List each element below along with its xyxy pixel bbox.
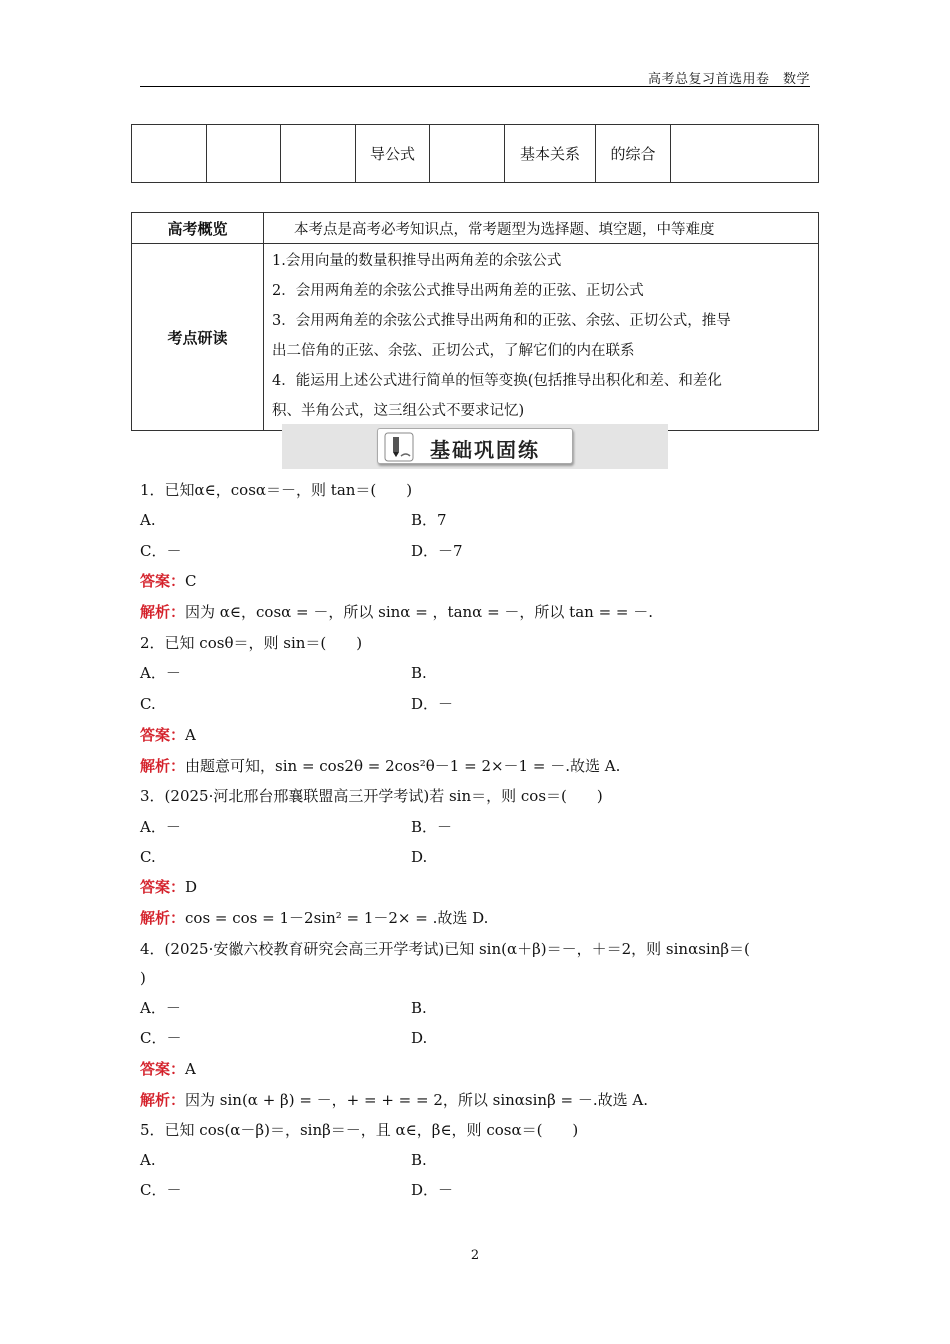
answer-value: A — [185, 726, 196, 744]
analysis-line — [140, 756, 620, 776]
pencil-icon — [384, 432, 414, 462]
top-table-cell: 的综合 — [595, 125, 670, 183]
study-point: 3．会用两角差的余弦公式推导出两角和的正弦、余弦、正切公式，推导 — [272, 313, 731, 329]
analysis-line — [140, 908, 488, 928]
answer-value: C — [185, 572, 197, 590]
question-stem: 5．已知 cos(α－β)＝，sinβ＝－，且 α∈，β∈，则 cosα＝( ) — [140, 1121, 579, 1139]
analysis-text: 因为 α∈，cosα = －，所以 sinα = ，tanα = －，所以 tan = = －. — [185, 603, 654, 621]
answer-value: D — [185, 878, 198, 896]
option-c: C．－ — [140, 1029, 182, 1047]
answer-line — [140, 725, 196, 745]
analysis-line — [140, 1090, 648, 1110]
answer-value: A — [185, 1060, 196, 1078]
study-label: 考点研读 — [132, 244, 264, 431]
section-banner — [282, 424, 668, 469]
option-c: C．－ — [140, 542, 182, 560]
option-d: D．－ — [411, 695, 454, 713]
option-b: B. — [411, 1151, 427, 1169]
top-table-cell: 导公式 — [355, 125, 430, 183]
option-a: A. — [140, 1151, 156, 1169]
option-d: D. — [411, 848, 428, 866]
header-rule — [140, 86, 810, 87]
answer-line — [140, 877, 197, 897]
analysis-text: 由题意可知，sin = cos2θ = 2cos²θ－1 = 2×－1 = －.故选 A. — [185, 757, 621, 775]
analysis-text: cos = cos = 1－2sin² = 1－2× = .故选 D. — [185, 909, 489, 927]
question-stem: 3．(2025·河北邢台邢襄联盟高三开学考试)若 sin＝，则 cos＝( ) — [140, 787, 603, 805]
question-stem: 4．(2025·安徽六校教育研究会高三开学考试)已知 sin(α＋β)＝－，＋＝2，则 sinαsinβ＝( — [140, 940, 750, 958]
page-number: 2 — [470, 1248, 480, 1263]
analysis-text: 因为 sin(α + β) = －，+ = + = = 2，所以 sinαsinβ = －.故选 A. — [185, 1091, 649, 1109]
answer-label: 答案： — [140, 878, 186, 896]
study-point: 出二倍角的正弦、余弦、正切公式，了解它们的内在联系 — [272, 343, 635, 359]
option-a: A．－ — [140, 664, 181, 682]
analysis-label: 解析： — [140, 1091, 186, 1109]
analysis-line — [140, 602, 653, 622]
top-table — [131, 124, 819, 183]
overview-label: 高考概览 — [132, 213, 264, 244]
option-d: D. — [411, 1029, 428, 1047]
study-point: 1.会用向量的数量积推导出两角差的余弦公式 — [272, 253, 562, 269]
study-point: 积、半角公式，这三组公式不要求记忆) — [272, 403, 525, 419]
top-table-cell — [430, 125, 505, 183]
option-a: A．－ — [140, 818, 181, 836]
option-b: B. — [411, 999, 427, 1017]
overview-table — [131, 212, 819, 431]
top-table-cell — [132, 125, 207, 183]
answer-label: 答案： — [140, 1060, 186, 1078]
study-points — [264, 244, 819, 431]
option-d: D．－7 — [411, 542, 463, 560]
analysis-label: 解析： — [140, 757, 186, 775]
question-stem-cont: ) — [140, 969, 146, 987]
answer-line — [140, 1059, 196, 1079]
option-b: B．7 — [411, 511, 447, 529]
option-c: C. — [140, 848, 156, 866]
option-d: D．－ — [411, 1181, 454, 1199]
option-c: C．－ — [140, 1181, 182, 1199]
study-point: 4．能运用上述公式进行简单的恒等变换(包括推导出积化和差、和差化 — [272, 373, 722, 389]
banner-box — [377, 428, 573, 464]
option-a: A．－ — [140, 999, 181, 1017]
overview-intro: 本考点是高考必考知识点，常考题型为选择题、填空题，中等难度 — [264, 213, 819, 244]
option-b: B. — [411, 664, 427, 682]
study-point: 2．会用两角差的余弦公式推导出两角差的正弦、正切公式 — [272, 283, 644, 299]
analysis-label: 解析： — [140, 603, 186, 621]
running-header: 高考总复习首选用卷 数学 — [647, 72, 810, 87]
analysis-label: 解析： — [140, 909, 186, 927]
answer-label: 答案： — [140, 726, 186, 744]
option-b: B．－ — [411, 818, 453, 836]
top-table-cell — [281, 125, 356, 183]
banner-title: 基础巩固练 — [430, 438, 540, 462]
option-c: C. — [140, 695, 156, 713]
top-table-cell — [206, 125, 281, 183]
option-a: A. — [140, 511, 156, 529]
question-stem: 1．已知α∈，cosα＝－，则 tan＝( ) — [140, 481, 413, 499]
answer-line — [140, 571, 197, 591]
question-stem: 2．已知 cosθ＝，则 sin＝( ) — [140, 634, 363, 652]
top-table-cell — [670, 125, 818, 183]
answer-label: 答案： — [140, 572, 186, 590]
top-table-cell: 基本关系 — [504, 125, 595, 183]
